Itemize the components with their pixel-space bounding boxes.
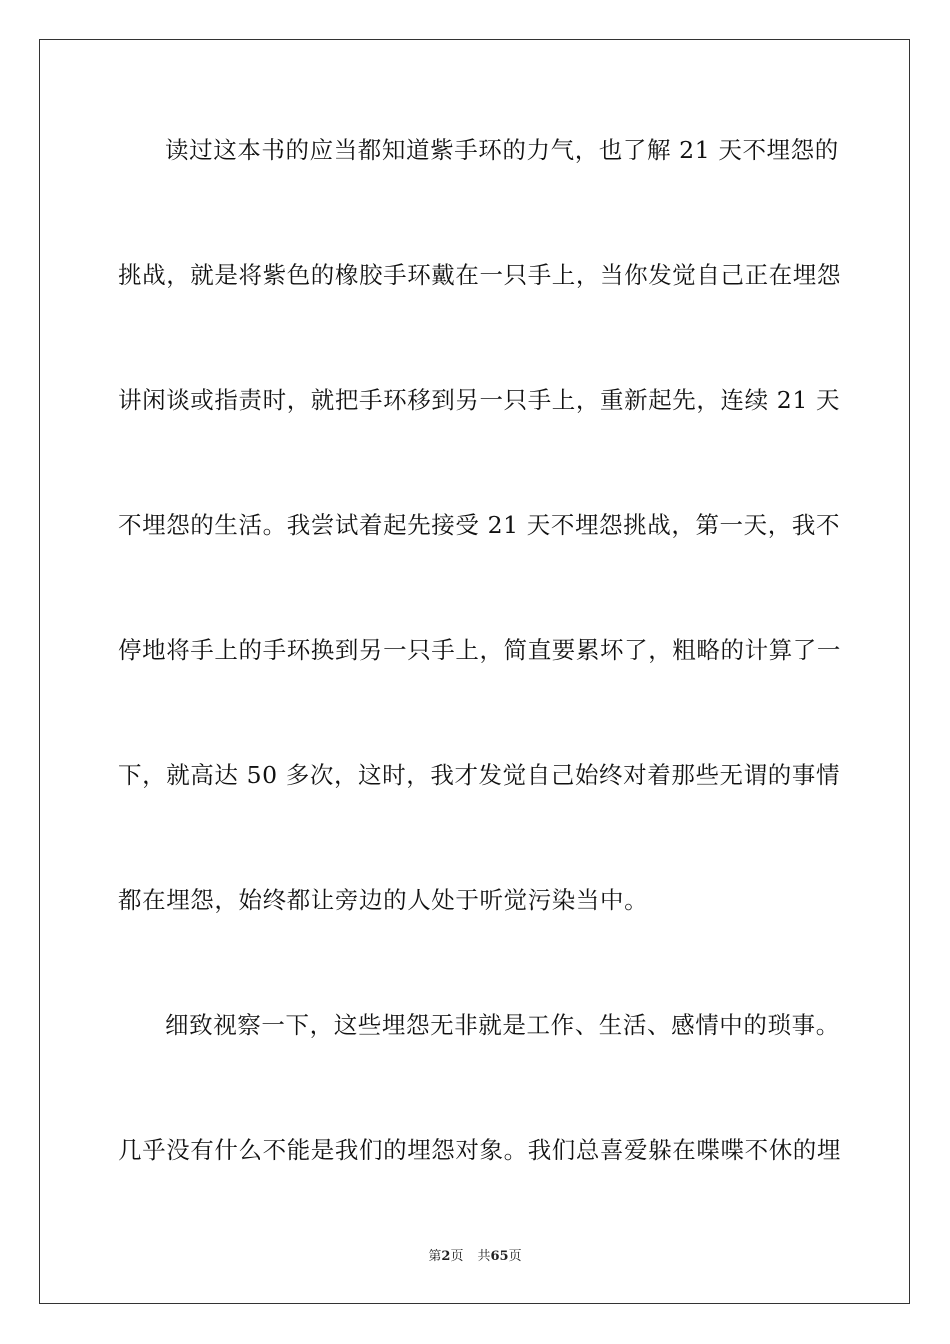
paragraph-1-line-4: 不埋怨的生活。我尝试着起先接受 21 天不埋怨挑战，第一天，我不 xyxy=(118,511,841,539)
footer-total-pages: 65 xyxy=(490,1249,509,1264)
footer-total-prefix: 共 xyxy=(477,1249,491,1264)
footer-page-prefix: 第 xyxy=(428,1249,442,1264)
footer-total-suffix: 页 xyxy=(508,1249,522,1264)
paragraph-2-line-2: 几乎没有什么不能是我们的埋怨对象。我们总喜爱躲在喋喋不休的埋 xyxy=(118,1136,841,1164)
paragraph-1-line-7: 都在埋怨，始终都让旁边的人处于听觉污染当中。 xyxy=(118,886,649,914)
footer-page-number: 2 xyxy=(441,1249,451,1264)
paragraph-1-line-5: 停地将手上的手环换到另一只手上，简直要累坏了，粗略的计算了一 xyxy=(118,636,841,664)
page-border xyxy=(39,39,910,1304)
paragraph-1-line-1: 读过这本书的应当都知道紫手环的力气，也了解 21 天不埋怨的 xyxy=(165,136,839,164)
page-footer xyxy=(0,1248,950,1266)
paragraph-2-line-1: 细致视察一下，这些埋怨无非就是工作、生活、感情中的琐事。 xyxy=(165,1011,840,1039)
footer-page-suffix: 页 xyxy=(450,1249,464,1264)
paragraph-1-line-2: 挑战，就是将紫色的橡胶手环戴在一只手上，当你发觉自己正在埋怨 xyxy=(118,261,841,289)
paragraph-1-line-3: 讲闲谈或指责时，就把手环移到另一只手上，重新起先，连续 21 天 xyxy=(118,386,841,414)
paragraph-1-line-6: 下，就高达 50 多次，这时，我才发觉自己始终对着那些无谓的事情 xyxy=(118,761,841,789)
